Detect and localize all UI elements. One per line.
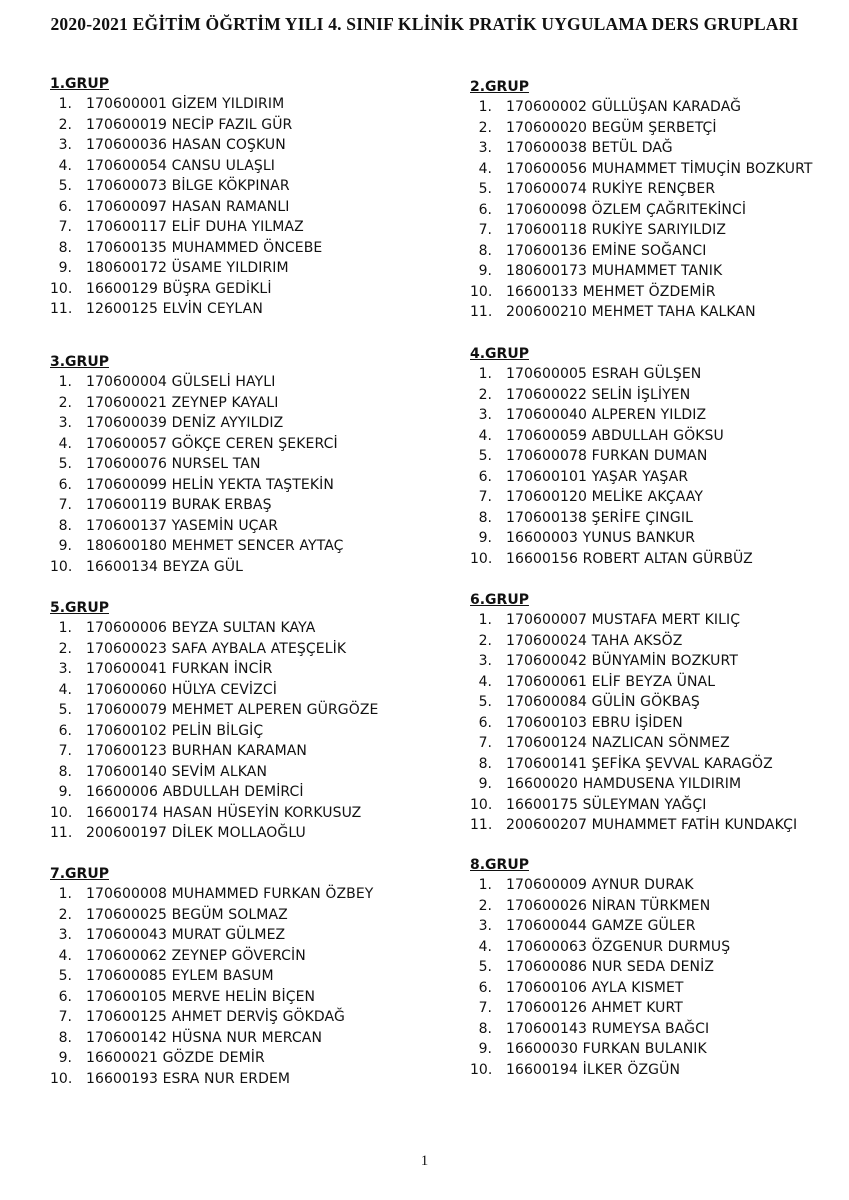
list-item: [50, 279, 450, 300]
list-item: [470, 261, 849, 282]
student-entry: 170600137 YASEMİN UÇAR: [86, 517, 279, 534]
list-item: [50, 639, 450, 660]
item-number: 8.: [478, 755, 492, 772]
item-number: 7.: [58, 743, 72, 759]
list-item: [50, 434, 450, 455]
list-item: [470, 405, 849, 426]
student-entry: 170600086 NUR SEDA DENİZ: [506, 959, 715, 975]
list-item: [50, 156, 450, 177]
group-1: [50, 76, 450, 320]
item-number: 11.: [50, 301, 73, 317]
list-item: [50, 557, 450, 578]
list-item: [470, 672, 849, 693]
item-number: 10.: [50, 1070, 73, 1087]
group-5: [50, 600, 450, 844]
student-entry: 170600036 HASAN COŞKUN: [86, 137, 286, 153]
student-entry: 170600007 MUSTAFA MERT KILIÇ: [506, 612, 741, 628]
student-entry: 170600021 ZEYNEP KAYALI: [86, 394, 279, 411]
list-item: [470, 774, 849, 795]
item-number: 8.: [478, 509, 492, 526]
student-entry: 170600117 ELİF DUHA YILMAZ: [86, 219, 304, 235]
item-number: 6.: [478, 979, 492, 996]
student-entry: 170600099 HELİN YEKTA TAŞTEKİN: [86, 476, 334, 493]
student-entry: 170600059 ABDULLAH GÖKSU: [506, 427, 724, 444]
list-item: [50, 884, 450, 905]
list-item: [470, 118, 849, 139]
item-number: 1.: [58, 886, 72, 902]
list-item: [50, 700, 450, 721]
list-item: [470, 508, 849, 529]
list-item: [50, 536, 450, 557]
student-entry: 16600194 İLKER ÖZGÜN: [506, 1061, 681, 1078]
student-entry: 170600057 GÖKÇE CEREN ŞEKERCİ: [86, 435, 338, 452]
list-item: [50, 94, 450, 115]
list-item: [50, 115, 450, 136]
student-entry: 170600078 FURKAN DUMAN: [506, 448, 708, 464]
student-entry: 170600039 DENİZ AYYILDIZ: [86, 415, 284, 431]
student-list: [470, 610, 849, 836]
student-list: [470, 875, 849, 1080]
list-item: [50, 946, 450, 967]
list-item: [470, 733, 849, 754]
list-item: [470, 385, 849, 406]
list-item: [50, 741, 450, 762]
student-entry: 170600119 BURAK ERBAŞ: [86, 497, 272, 513]
list-item: [50, 618, 450, 639]
student-entry: 170600098 ÖZLEM ÇAĞRITEKİNCİ: [506, 201, 747, 218]
student-entry: 170600023 SAFA AYBALA ATEŞÇELİK: [86, 640, 347, 657]
list-item: [470, 754, 849, 775]
student-entry: 200600197 DİLEK MOLLAOĞLU: [86, 825, 306, 841]
list-item: [50, 823, 450, 844]
group-3: [50, 354, 450, 577]
item-number: 9.: [58, 784, 72, 800]
item-number: 7.: [58, 219, 72, 235]
student-entry: 170600102 PELİN BİLGİÇ: [86, 722, 264, 739]
item-number: 5.: [58, 702, 72, 718]
list-item: [470, 713, 849, 734]
student-entry: 170600009 AYNUR DURAK: [506, 877, 694, 893]
item-number: 9.: [58, 538, 72, 554]
item-number: 4.: [58, 157, 72, 174]
list-item: [50, 1048, 450, 1069]
item-number: 6.: [58, 988, 72, 1005]
student-list: [50, 618, 450, 844]
list-item: [50, 1028, 450, 1049]
item-number: 10.: [50, 280, 73, 297]
student-entry: 170600106 AYLA KISMET: [506, 979, 684, 996]
list-item: [470, 998, 849, 1019]
item-number: 2.: [478, 386, 492, 403]
student-entry: 16600020 HAMDUSENA YILDIRIM: [506, 776, 742, 792]
item-number: 9.: [478, 1041, 492, 1057]
list-item: [50, 197, 450, 218]
student-entry: 170600079 MEHMET ALPEREN GÜRGÖZE: [86, 702, 379, 718]
item-number: 10.: [50, 804, 73, 821]
student-entry: 170600118 RUKİYE SARIYILDIZ: [506, 222, 727, 238]
student-entry: 170600025 BEGÜM SOLMAZ: [86, 906, 288, 923]
item-number: 1.: [478, 99, 492, 115]
student-entry: 170600006 BEYZA SULTAN KAYA: [86, 620, 316, 636]
student-entry: 200600210 MEHMET TAHA KALKAN: [506, 304, 756, 320]
student-entry: 170600041 FURKAN İNCİR: [86, 661, 273, 677]
student-list: [50, 372, 450, 577]
item-number: 5.: [478, 448, 492, 464]
item-number: 5.: [58, 968, 72, 984]
item-number: 4.: [478, 938, 492, 955]
item-number: 6.: [58, 198, 72, 215]
student-entry: 170600126 AHMET KURT: [506, 1000, 683, 1016]
item-number: 11.: [470, 817, 493, 833]
student-entry: 180600180 MEHMET SENCER AYTAÇ: [86, 538, 344, 554]
group-title: 1.GRUP: [50, 76, 109, 92]
student-entry: 170600002 GÜLLÜŞAN KARADAĞ: [506, 99, 742, 115]
group-title: 8.GRUP: [470, 857, 529, 873]
list-item: [470, 631, 849, 652]
item-number: 2.: [478, 119, 492, 136]
list-item: [470, 97, 849, 118]
student-entry: 170600103 EBRU İŞİDEN: [506, 714, 683, 731]
item-number: 10.: [470, 1061, 493, 1078]
item-number: 1.: [478, 612, 492, 628]
student-entry: 170600008 MUHAMMED FURKAN ÖZBEY: [86, 886, 374, 902]
student-entry: 16600193 ESRA NUR ERDEM: [86, 1070, 291, 1087]
list-item: [50, 258, 450, 279]
item-number: 7.: [478, 1000, 492, 1016]
student-entry: 170600020 BEGÜM ŞERBETÇİ: [506, 119, 717, 136]
item-number: 3.: [478, 653, 492, 669]
list-item: [470, 692, 849, 713]
item-number: 3.: [478, 407, 492, 423]
list-item: [470, 916, 849, 937]
list-item: [50, 721, 450, 742]
student-entry: 170600042 BÜNYAMİN BOZKURT: [506, 653, 738, 669]
student-entry: 170600026 NİRAN TÜRKMEN: [506, 897, 711, 914]
item-number: 10.: [470, 796, 493, 813]
student-entry: 170600101 YAŞAR YAŞAR: [506, 468, 689, 485]
item-number: 4.: [58, 435, 72, 452]
student-entry: 170600040 ALPEREN YILDIZ: [506, 407, 707, 423]
item-number: 4.: [58, 947, 72, 964]
student-entry: 170600060 HÜLYA CEVİZCİ: [86, 681, 277, 698]
item-number: 2.: [58, 640, 72, 657]
student-entry: 170600085 EYLEM BASUM: [86, 968, 274, 984]
list-item: [470, 138, 849, 159]
group-title: 2.GRUP: [470, 79, 529, 95]
item-number: 8.: [58, 763, 72, 780]
student-entry: 16600175 SÜLEYMAN YAĞÇI: [506, 796, 707, 813]
item-number: 2.: [58, 116, 72, 133]
list-item: [50, 495, 450, 516]
item-number: 4.: [58, 681, 72, 698]
item-number: 1.: [58, 374, 72, 390]
item-number: 6.: [58, 722, 72, 739]
item-number: 6.: [58, 476, 72, 493]
student-entry: 170600073 BİLGE KÖKPINAR: [86, 178, 290, 194]
student-entry: 200600207 MUHAMMET FATİH KUNDAKÇI: [506, 817, 798, 833]
student-entry: 12600125 ELVİN CEYLAN: [86, 301, 263, 317]
item-number: 5.: [58, 178, 72, 194]
group-4: [470, 346, 849, 569]
item-number: 3.: [58, 137, 72, 153]
item-number: 2.: [58, 906, 72, 923]
student-entry: 170600097 HASAN RAMANLI: [86, 198, 290, 215]
list-item: [470, 179, 849, 200]
group-8: [470, 857, 849, 1080]
item-number: 5.: [478, 181, 492, 197]
item-number: 6.: [478, 468, 492, 485]
student-entry: 170600142 HÜSNA NUR MERCAN: [86, 1029, 323, 1046]
item-number: 2.: [478, 897, 492, 914]
student-entry: 16600021 GÖZDE DEMİR: [86, 1050, 265, 1066]
list-item: [470, 1039, 849, 1060]
item-number: 4.: [478, 427, 492, 444]
item-number: 9.: [478, 776, 492, 792]
list-item: [470, 426, 849, 447]
list-item: [470, 651, 849, 672]
item-number: 5.: [58, 456, 72, 472]
list-item: [50, 176, 450, 197]
item-number: 10.: [50, 558, 73, 575]
list-item: [50, 454, 450, 475]
item-number: 2.: [478, 632, 492, 649]
item-number: 11.: [470, 304, 493, 320]
item-number: 8.: [478, 1020, 492, 1037]
item-number: 1.: [478, 877, 492, 893]
list-item: [470, 302, 849, 323]
list-item: [50, 987, 450, 1008]
item-number: 11.: [50, 825, 73, 841]
list-item: [50, 217, 450, 238]
student-entry: 170600140 SEVİM ALKAN: [86, 763, 268, 780]
item-number: 6.: [478, 201, 492, 218]
group-2: [470, 79, 849, 323]
item-number: 3.: [58, 927, 72, 943]
list-item: [50, 680, 450, 701]
item-number: 10.: [470, 283, 493, 300]
list-item: [50, 966, 450, 987]
group-title: 3.GRUP: [50, 354, 109, 370]
list-item: [470, 528, 849, 549]
item-number: 5.: [478, 694, 492, 710]
item-number: 6.: [478, 714, 492, 731]
student-entry: 170600022 SELİN İŞLİYEN: [506, 386, 691, 403]
list-item: [50, 782, 450, 803]
student-entry: 170600044 GAMZE GÜLER: [506, 918, 696, 934]
item-number: 3.: [58, 661, 72, 677]
student-entry: 170600005 ESRAH GÜLŞEN: [506, 366, 702, 382]
list-item: [470, 937, 849, 958]
student-entry: 170600024 TAHA AKSÖZ: [506, 632, 683, 649]
item-number: 3.: [58, 415, 72, 431]
student-entry: 180600172 ÜSAME YILDIRIM: [86, 260, 289, 276]
group-title: 5.GRUP: [50, 600, 109, 616]
item-number: 7.: [58, 497, 72, 513]
item-number: 8.: [58, 1029, 72, 1046]
student-entry: 170600074 RUKİYE RENÇBER: [506, 181, 716, 197]
list-item: [470, 282, 849, 303]
student-entry: 16600156 ROBERT ALTAN GÜRBÜZ: [506, 550, 753, 567]
group-title: 7.GRUP: [50, 866, 109, 882]
list-item: [50, 393, 450, 414]
list-item: [470, 446, 849, 467]
item-number: 2.: [58, 394, 72, 411]
list-item: [470, 1060, 849, 1081]
student-entry: 170600043 MURAT GÜLMEZ: [86, 927, 286, 943]
group-title: 6.GRUP: [470, 592, 529, 608]
student-list: [50, 94, 450, 320]
list-item: [470, 978, 849, 999]
student-entry: 170600143 RUMEYSA BAĞCI: [506, 1020, 710, 1037]
list-item: [50, 372, 450, 393]
list-item: [470, 795, 849, 816]
student-entry: 170600001 GİZEM YILDIRIM: [86, 96, 285, 112]
student-entry: 170600062 ZEYNEP GÖVERCİN: [86, 947, 306, 964]
item-number: 9.: [478, 263, 492, 279]
student-entry: 16600129 BÜŞRA GEDİKLİ: [86, 280, 272, 297]
student-entry: 170600124 NAZLICAN SÖNMEZ: [506, 735, 730, 751]
list-item: [470, 220, 849, 241]
item-number: 1.: [58, 620, 72, 636]
item-number: 7.: [478, 222, 492, 238]
item-number: 8.: [478, 242, 492, 259]
item-number: 3.: [478, 918, 492, 934]
student-entry: 170600019 NECİP FAZIL GÜR: [86, 116, 293, 133]
list-item: [470, 159, 849, 180]
list-item: [470, 957, 849, 978]
list-item: [470, 610, 849, 631]
student-entry: 170600125 AHMET DERVİŞ GÖKDAĞ: [86, 1009, 345, 1025]
student-entry: 170600136 EMİNE SOĞANCI: [506, 242, 707, 259]
student-entry: 170600084 GÜLİN GÖKBAŞ: [506, 694, 700, 710]
student-entry: 170600038 BETÜL DAĞ: [506, 140, 673, 156]
list-item: [50, 1007, 450, 1028]
item-number: 7.: [478, 735, 492, 751]
item-number: 4.: [478, 673, 492, 690]
student-entry: 170600141 ŞEFİKA ŞEVVAL KARAGÖZ: [506, 755, 773, 772]
item-number: 7.: [478, 489, 492, 505]
student-entry: 180600173 MUHAMMET TANIK: [506, 263, 723, 279]
list-item: [50, 475, 450, 496]
item-number: 9.: [58, 1050, 72, 1066]
page-title: 2020-2021 EĞİTİM ÖĞRTİM YILI 4. SINIF KLİNİK PRATİK UYGULAMA DERS GRUPLARI: [50, 14, 799, 34]
student-entry: 170600105 MERVE HELİN BİÇEN: [86, 988, 316, 1005]
student-entry: 16600134 BEYZA GÜL: [86, 558, 244, 575]
list-item: [470, 875, 849, 896]
student-entry: 16600030 FURKAN BULANIK: [506, 1041, 707, 1057]
list-item: [470, 200, 849, 221]
student-list: [470, 364, 849, 569]
item-number: 9.: [478, 530, 492, 546]
page-number: 1: [420, 1153, 429, 1169]
list-item: [470, 241, 849, 262]
student-entry: 170600138 ŞERİFE ÇINGIL: [506, 509, 694, 526]
student-entry: 170600120 MELİKE AKÇAAY: [506, 489, 704, 505]
list-item: [50, 299, 450, 320]
item-number: 8.: [58, 239, 72, 256]
student-entry: 16600174 HASAN HÜSEYİN KORKUSUZ: [86, 804, 362, 821]
list-item: [470, 549, 849, 570]
list-item: [50, 1069, 450, 1090]
list-item: [470, 487, 849, 508]
list-item: [50, 238, 450, 259]
list-item: [50, 803, 450, 824]
student-entry: 170600056 MUHAMMET TİMUÇİN BOZKURT: [506, 160, 813, 177]
item-number: 7.: [58, 1009, 72, 1025]
student-entry: 170600061 ELİF BEYZA ÜNAL: [506, 673, 716, 690]
list-item: [50, 659, 450, 680]
item-number: 1.: [58, 96, 72, 112]
list-item: [470, 364, 849, 385]
list-item: [50, 413, 450, 434]
student-entry: 16600003 YUNUS BANKUR: [506, 530, 696, 546]
list-item: [50, 135, 450, 156]
list-item: [50, 516, 450, 537]
student-entry: 170600123 BURHAN KARAMAN: [86, 743, 307, 759]
list-item: [470, 467, 849, 488]
item-number: 10.: [470, 550, 493, 567]
student-list: [470, 97, 849, 323]
list-item: [50, 762, 450, 783]
student-entry: 16600006 ABDULLAH DEMİRCİ: [86, 784, 304, 800]
list-item: [470, 815, 849, 836]
item-number: 5.: [478, 959, 492, 975]
item-number: 8.: [58, 517, 72, 534]
student-entry: 170600135 MUHAMMED ÖNCEBE: [86, 239, 323, 256]
list-item: [50, 905, 450, 926]
item-number: 3.: [478, 140, 492, 156]
student-entry: 170600054 CANSU ULAŞLI: [86, 157, 275, 174]
student-list: [50, 884, 450, 1089]
item-number: 4.: [478, 160, 492, 177]
student-entry: 16600133 MEHMET ÖZDEMİR: [506, 283, 716, 300]
group-6: [470, 592, 849, 836]
student-entry: 170600004 GÜLSELİ HAYLI: [86, 374, 276, 390]
list-item: [470, 1019, 849, 1040]
group-title: 4.GRUP: [470, 346, 529, 362]
item-number: 1.: [478, 366, 492, 382]
list-item: [470, 896, 849, 917]
item-number: 9.: [58, 260, 72, 276]
list-item: [50, 925, 450, 946]
group-7: [50, 866, 450, 1089]
student-entry: 170600063 ÖZGENUR DURMUŞ: [506, 938, 731, 955]
student-entry: 170600076 NURSEL TAN: [86, 456, 261, 472]
